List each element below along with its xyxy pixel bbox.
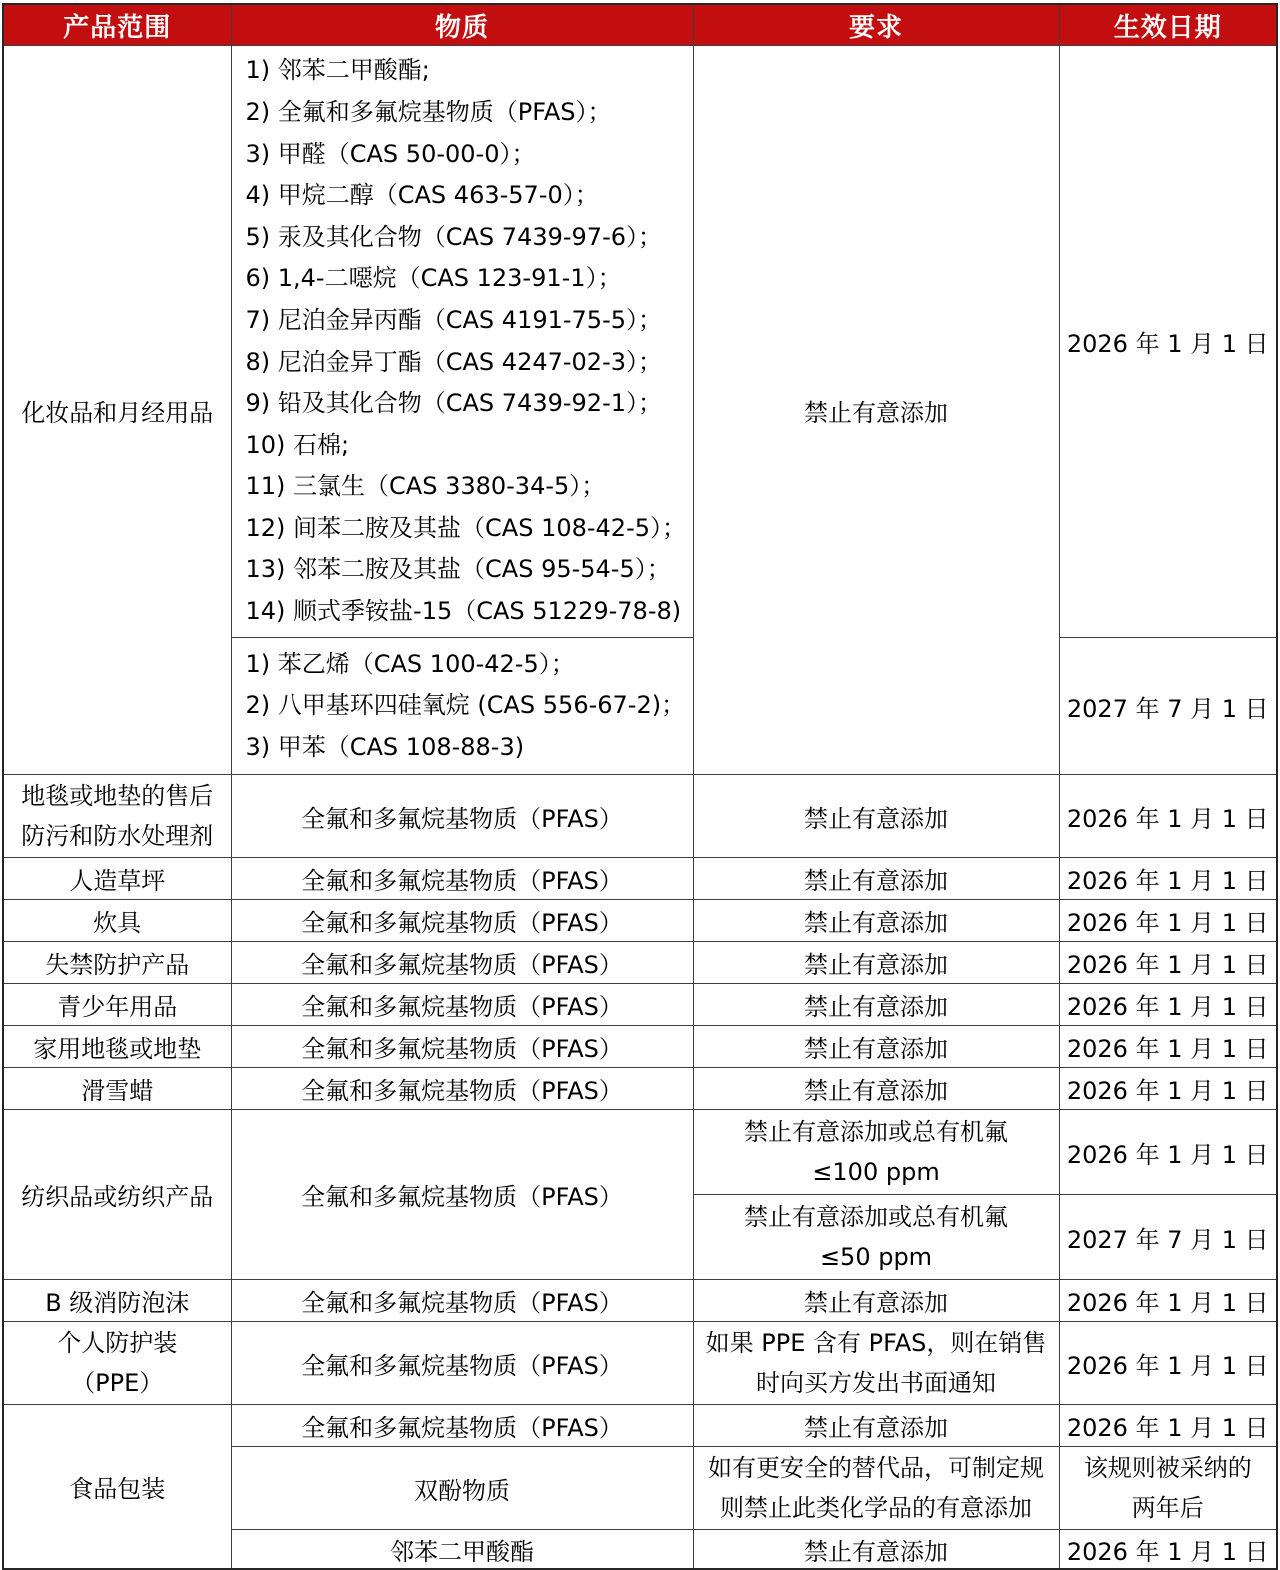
cell-product-food-packaging: 食品包装 [3, 1405, 231, 1570]
cell-product: 家用地毯或地垫 [3, 1026, 231, 1068]
date-line: 两年后 [1131, 1494, 1204, 1522]
cell-date: 2026 年 1 月 1 日 [1059, 1068, 1277, 1110]
row-cosmetics-2026 [3, 46, 1277, 638]
cell-substance-ppe: 全氟和多氟烷基物质（PFAS） [231, 1322, 693, 1405]
cell-substance: 全氟和多氟烷基物质（PFAS） [231, 1405, 693, 1447]
cell-substance: 全氟和多氟烷基物质（PFAS） [231, 858, 693, 900]
cell-product: 滑雪蜡 [3, 1068, 231, 1110]
cell-substance-foam: 全氟和多氟烷基物质（PFAS） [231, 1280, 693, 1322]
cell-substance: 全氟和多氟烷基物质（PFAS） [231, 942, 693, 984]
cell-requirement: 禁止有意添加 [693, 984, 1059, 1026]
product-line: 个人防护装 [57, 1329, 178, 1357]
cell-date: 2026 年 1 月 1 日 [1059, 942, 1277, 984]
row-carpet-treatment [3, 775, 1277, 858]
substance-item: 2) 全氟和多氟烷基物质（PFAS）； [245, 97, 612, 126]
requirement-line: 则禁止此类化学品的有意添加 [720, 1494, 1032, 1522]
cell-requirement-foam: 禁止有意添加 [693, 1280, 1059, 1322]
row-ppe [3, 1322, 1277, 1405]
cell-date: 2026 年 1 月 1 日 [1059, 1530, 1277, 1570]
cell-product-foam: B 级消防泡沫 [3, 1280, 231, 1322]
cell-product: 青少年用品 [3, 984, 231, 1026]
substance-item: 6) 1,4-二噁烷（CAS 123-91-1）； [245, 264, 622, 293]
cell-product-ppe [3, 1322, 231, 1405]
product-line: 地毯或地垫的售后 [21, 782, 214, 810]
requirement-line: ≤100 ppm [812, 1158, 940, 1186]
header-cell-requirement: 要求 [693, 4, 1059, 46]
cell-requirement-carpet-treatment: 禁止有意添加 [693, 775, 1059, 858]
header-cell-substance: 物质 [231, 4, 693, 46]
substance-item: 1) 苯乙烯（CAS 100-42-5）； [245, 649, 575, 678]
cell-date: 2026 年 1 月 1 日 [1059, 984, 1277, 1026]
cell-product-textiles: 纺织品或纺织产品 [3, 1110, 231, 1280]
substance-item: 7) 尼泊金异丙酯（CAS 4191-75-5）； [245, 305, 663, 334]
cell-substance: 邻苯二甲酸酯 [231, 1530, 693, 1570]
cell-date-ppe: 2026 年 1 月 1 日 [1059, 1322, 1277, 1405]
cell-requirement-cosmetics: 禁止有意添加 [693, 46, 1059, 775]
requirement-line: ≤50 ppm [819, 1243, 933, 1271]
substance-item: 12) 间苯二胺及其盐（CAS 108-42-5）； [245, 513, 687, 542]
cell-substance: 双酚物质 [231, 1447, 693, 1530]
requirement-line: 禁止有意添加或总有机氟 [744, 1203, 1008, 1231]
cell-date [1059, 1447, 1277, 1530]
substance-item: 8) 尼泊金异丁酯（CAS 4247-02-3）； [245, 347, 663, 376]
header-cell-product: 产品范围 [3, 4, 231, 46]
cell-product: 人造草坪 [3, 858, 231, 900]
cell-date-cosmetics-2027: 2027 年 7 月 1 日 [1059, 638, 1277, 775]
cell-date: 2026 年 1 月 1 日 [1059, 858, 1277, 900]
row-juvenile-products [3, 984, 1277, 1026]
row-artificial-turf [3, 858, 1277, 900]
cell-substances-cosmetics-2027 [231, 638, 693, 775]
cell-substance: 全氟和多氟烷基物质（PFAS） [231, 984, 693, 1026]
cell-product: 失禁防护产品 [3, 942, 231, 984]
cell-requirement: 禁止有意添加 [693, 1405, 1059, 1447]
cell-substance-carpet-treatment: 全氟和多氟烷基物质（PFAS） [231, 775, 693, 858]
cell-product-carpet-treatment [3, 775, 231, 858]
cell-date: 2026 年 1 月 1 日 [1059, 1405, 1277, 1447]
product-line: （PPE） [71, 1369, 164, 1397]
cell-requirement-textiles-2027 [693, 1195, 1059, 1280]
cell-requirement: 禁止有意添加 [693, 900, 1059, 942]
product-line: 防污和防水处理剂 [21, 822, 214, 850]
cell-requirement-textiles-2026 [693, 1110, 1059, 1195]
header-cell-date: 生效日期 [1059, 4, 1277, 46]
cell-requirement-ppe [693, 1322, 1059, 1405]
table-header-row [3, 4, 1277, 46]
cell-date-carpet-treatment: 2026 年 1 月 1 日 [1059, 775, 1277, 858]
substance-item: 13) 邻苯二胺及其盐（CAS 95-54-5）； [245, 555, 671, 584]
date-line: 该规则被采纳的 [1083, 1454, 1252, 1482]
substance-item: 14) 顺式季铵盐-15（CAS 51229-78-8) [245, 597, 682, 626]
cell-substance: 全氟和多氟烷基物质（PFAS） [231, 900, 693, 942]
row-cookware [3, 900, 1277, 942]
cell-substance: 全氟和多氟烷基物质（PFAS） [231, 1026, 693, 1068]
cell-date-textiles-2027: 2027 年 7 月 1 日 [1059, 1195, 1277, 1280]
cell-requirement: 禁止有意添加 [693, 1068, 1059, 1110]
cell-date-cosmetics-2026: 2026 年 1 月 1 日 [1059, 46, 1277, 638]
cell-requirement: 禁止有意添加 [693, 1530, 1059, 1570]
requirement-line: 时向买方发出书面通知 [756, 1369, 996, 1397]
row-incontinence-products [3, 942, 1277, 984]
cell-requirement: 禁止有意添加 [693, 858, 1059, 900]
substance-item: 5) 汞及其化合物（CAS 7439-97-6）； [245, 222, 663, 251]
cell-product: 炊具 [3, 900, 231, 942]
cell-substance: 全氟和多氟烷基物质（PFAS） [231, 1068, 693, 1110]
cell-date-foam: 2026 年 1 月 1 日 [1059, 1280, 1277, 1322]
row-household-carpet [3, 1026, 1277, 1068]
requirement-line: 如有更安全的替代品，可制定规 [708, 1454, 1044, 1482]
row-ski-wax [3, 1068, 1277, 1110]
cell-date: 2026 年 1 月 1 日 [1059, 1026, 1277, 1068]
substance-item: 4) 甲烷二醇（CAS 463-57-0）； [245, 181, 599, 210]
cell-substance-textiles: 全氟和多氟烷基物质（PFAS） [231, 1110, 693, 1280]
cell-requirement: 禁止有意添加 [693, 942, 1059, 984]
substance-item: 9) 铅及其化合物（CAS 7439-92-1）； [245, 389, 663, 418]
substance-item: 3) 甲醛（CAS 50-00-0）； [245, 139, 536, 168]
row-food-packaging-pfas [3, 1405, 1277, 1447]
substance-item: 3) 甲苯（CAS 108-88-3) [245, 732, 525, 761]
substance-item: 1) 邻苯二甲酸酯; [245, 56, 430, 85]
cell-substances-cosmetics-2026 [231, 46, 693, 638]
substance-item: 10) 石棉; [245, 430, 350, 459]
substance-item: 2) 八甲基环四硅氧烷 (CAS 556-67-2)； [245, 691, 686, 720]
cell-requirement [693, 1447, 1059, 1530]
cell-requirement: 禁止有意添加 [693, 1026, 1059, 1068]
row-textiles-2026 [3, 1110, 1277, 1195]
cell-date: 2026 年 1 月 1 日 [1059, 900, 1277, 942]
cell-product-cosmetics: 化妆品和月经用品 [3, 46, 231, 775]
regulation-table [2, 3, 1278, 1570]
row-firefighting-foam [3, 1280, 1277, 1322]
substance-item: 11) 三氯生（CAS 3380-34-5）； [245, 472, 606, 501]
requirement-line: 禁止有意添加或总有机氟 [744, 1118, 1008, 1146]
cell-date-textiles-2026: 2026 年 1 月 1 日 [1059, 1110, 1277, 1195]
requirement-line: 如果 PPE 含有 PFAS，则在销售 [705, 1329, 1047, 1357]
